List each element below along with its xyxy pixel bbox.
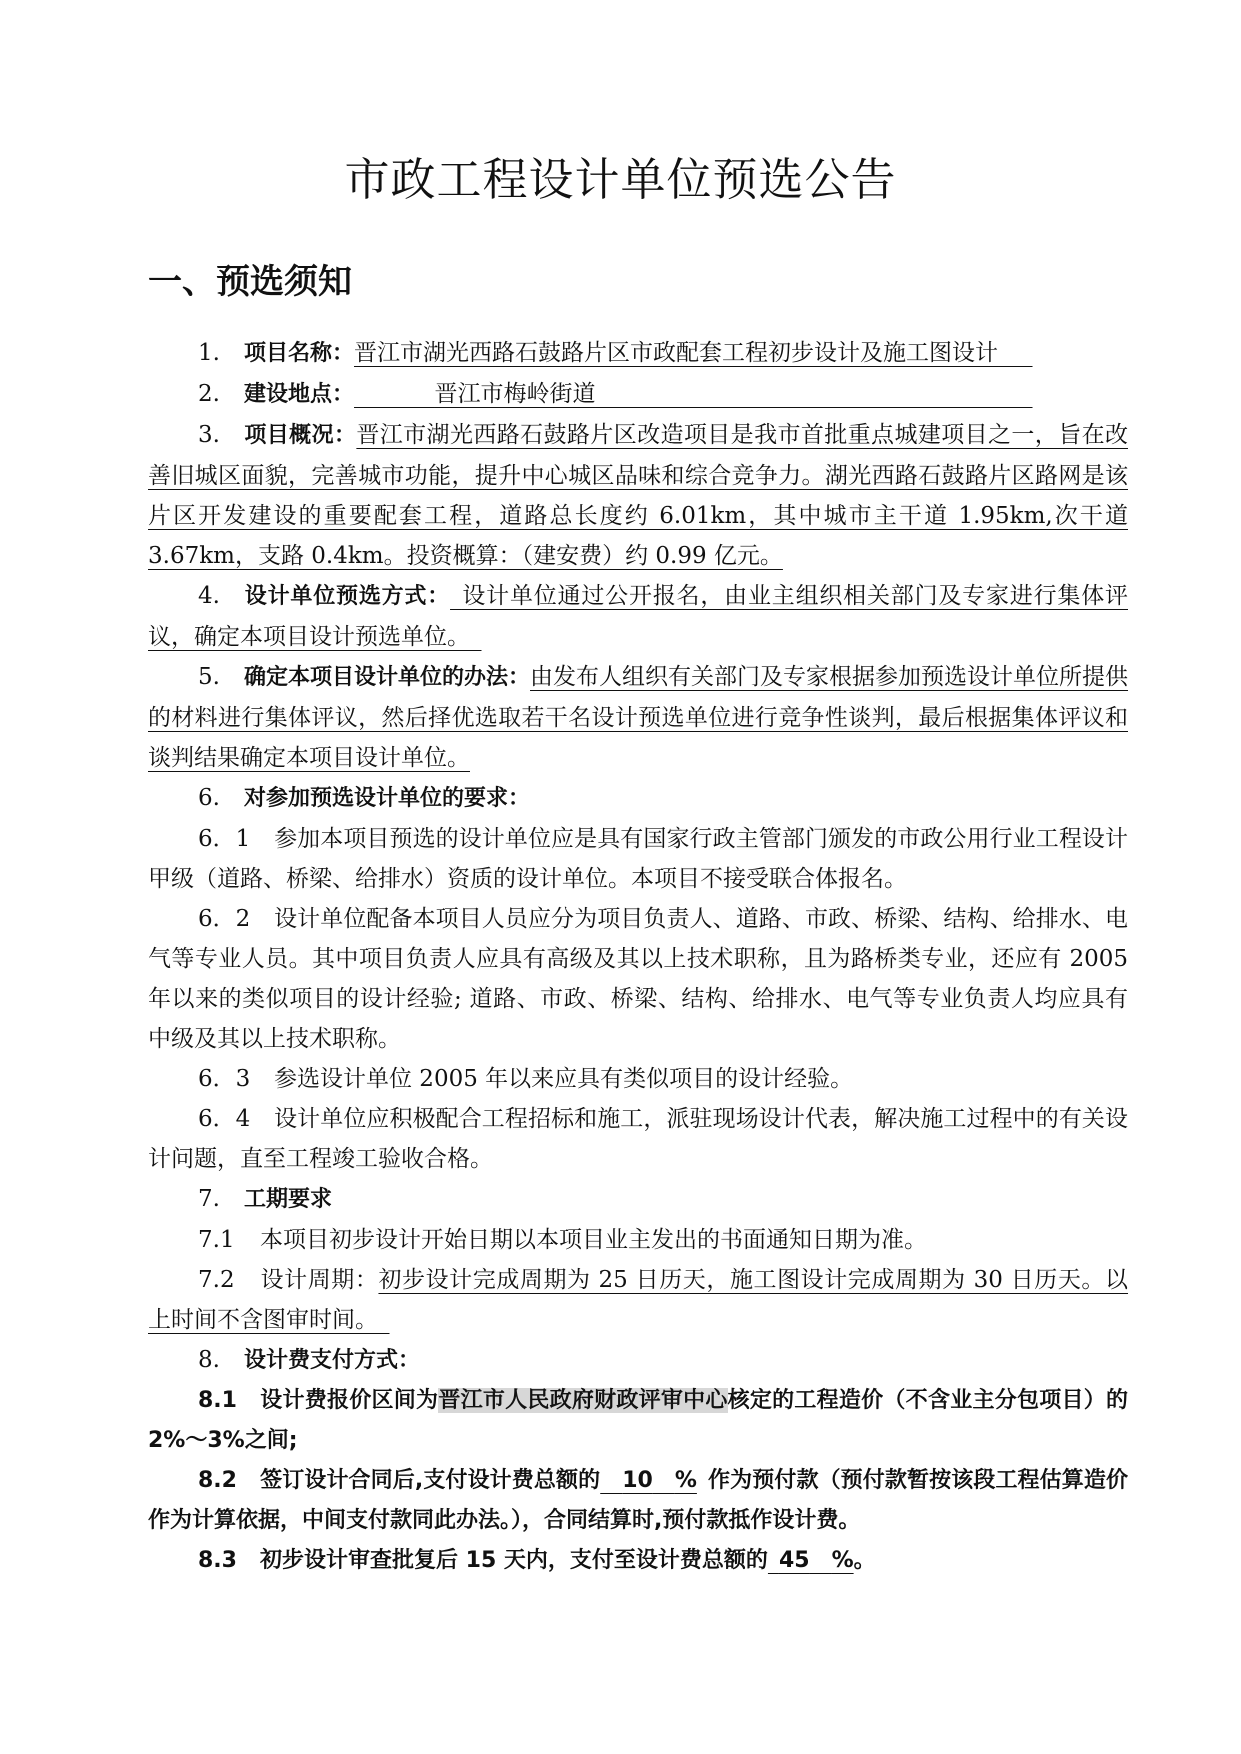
item-text: 参加本项目预选的设计单位应是具有国家行政主管部门颁发的市政公用行业工程设计甲级（道路、桥梁、给排水）资质的设计单位。本项目不接受联合体报名。	[148, 826, 1128, 892]
item-text: 参选设计单位 2005 年以来应具有类似项目的设计经验。	[274, 1066, 854, 1092]
item-label: 建设地点：	[244, 382, 355, 407]
item-value: 设计单位通过公开报名，由业主组织相关部门及专家进行集体评议，确定本项目设计预选单位。	[148, 583, 1128, 650]
item-label: 工期要求	[244, 1187, 333, 1212]
item-value: 45	[778, 1548, 810, 1573]
item-payment-8-3	[148, 1541, 1128, 1581]
item-unit: %	[831, 1548, 854, 1573]
item-schedule	[148, 1179, 1128, 1220]
document-title: 市政工程设计单位预选公告	[344, 153, 897, 206]
item-number: 2.	[198, 381, 220, 407]
item-number: 4.	[198, 583, 220, 609]
item-number: 7.1	[198, 1227, 235, 1253]
item-overview	[148, 415, 1128, 576]
section-heading: 一、预选须知	[148, 262, 352, 302]
item-label: 项目名称：	[244, 341, 355, 366]
item-location	[148, 374, 1128, 415]
highlighted-agency: 晋江市人民政府财政评审中心	[438, 1388, 728, 1413]
item-value: 晋江市梅岭街道	[434, 381, 596, 407]
item-number: 5.	[198, 664, 220, 690]
item-text: 核定的工程造价（不含业主分包项目）的 2%～3%之间;	[148, 1388, 1128, 1453]
item-number: 8.1	[198, 1388, 237, 1413]
item-requirement-6-1	[148, 819, 1128, 899]
item-text: 。	[853, 1548, 876, 1573]
item-number: 6．2	[198, 906, 251, 932]
item-payment	[148, 1340, 1128, 1381]
item-project-name	[148, 333, 1128, 374]
item-text: 设计单位配备本项目人员应分为项目负责人、道路、市政、桥梁、结构、给排水、电气等专业人员。其中项目负责人应具有高级及其以上技术职称，且为路桥类专业，还应有 2005 年以来的类似项目的设计经验; 道路、市政、桥梁、结构、给排水、电气等专业负责人均应具有中级及其以上技术职称。	[148, 906, 1128, 1052]
item-selection-method	[148, 576, 1128, 657]
item-number: 8.2	[198, 1468, 237, 1493]
item-payment-8-1	[148, 1381, 1128, 1461]
item-number: 6．1	[198, 826, 251, 852]
item-label: 设计费支付方式：	[244, 1348, 421, 1373]
item-number: 6.	[198, 785, 220, 811]
item-number: 1.	[198, 340, 220, 366]
item-text: 设计单位应积极配合工程招标和施工，派驻现场设计代表，解决施工过程中的有关设计问题，直至工程竣工验收合格。	[148, 1106, 1128, 1172]
item-determination-method	[148, 657, 1128, 778]
item-text: 本项目初步设计开始日期以本项目业主发出的书面通知日期为准。	[260, 1227, 927, 1253]
item-prefix: 设计周期：	[260, 1267, 379, 1293]
item-payment-8-2	[148, 1461, 1128, 1541]
item-number: 7.	[198, 1186, 220, 1212]
item-text: 设计费报价区间为	[260, 1388, 439, 1413]
item-number: 8.	[198, 1347, 220, 1373]
item-value: 初步设计完成周期为 25 日历天，施工图设计完成周期为 30 日历天。以上时间不含图审时间。	[148, 1267, 1129, 1333]
item-label: 确定本项目设计单位的办法：	[244, 665, 531, 690]
item-unit: %	[674, 1468, 697, 1493]
item-number: 7.2	[198, 1267, 235, 1293]
item-text: 签订设计合同后,支付设计费总额的	[260, 1468, 601, 1493]
item-schedule-7-1	[148, 1220, 1128, 1260]
item-requirement-6-3	[148, 1059, 1128, 1099]
item-text: 作为预付款（预付款暂按该段工程估算造价作为计算依据，中间支付款同此办法。），合同结算时,预付款抵作设计费。	[148, 1468, 1128, 1533]
item-label: 对参加预选设计单位的要求：	[244, 786, 531, 811]
item-schedule-7-2	[148, 1260, 1128, 1340]
item-label: 设计单位预选方式：	[244, 584, 451, 609]
item-number: 6．3	[198, 1066, 251, 1092]
item-requirement-6-2	[148, 899, 1128, 1059]
item-requirements	[148, 778, 1128, 819]
item-number: 3.	[198, 422, 220, 448]
item-value: 10	[622, 1468, 653, 1493]
item-value: 晋江市湖光西路石鼓路片区市政配套工程初步设计及施工图设计	[354, 340, 999, 366]
document-body	[148, 333, 1128, 1581]
item-number: 8.3	[198, 1548, 237, 1573]
item-number: 6．4	[198, 1106, 251, 1132]
item-requirement-6-4	[148, 1099, 1128, 1179]
item-text: 初步设计审查批复后 15 天内，支付至设计费总额的	[260, 1548, 768, 1573]
item-label: 项目概况：	[244, 423, 357, 448]
item-value: 由发布人组织有关部门及专家根据参加预选设计单位所提供的材料进行集体评议，然后择优选取若干名设计预选单位进行竞争性谈判，最后根据集体评议和谈判结果确定本项目设计单位。	[148, 664, 1129, 771]
item-value: 晋江市湖光西路石鼓路片区改造项目是我市首批重点城建项目之一，旨在改善旧城区面貌，完善城市功能，提升中心城区品味和综合竞争力。湖光西路石鼓路片区路网是该片区开发建设的重要配套工程，道路总长度约 6.01km，其中城市主干道 1.95km,次干道 3.67km，支路 0.4km。投资概算：（建安费）约 0.99 亿元。	[148, 422, 1128, 569]
